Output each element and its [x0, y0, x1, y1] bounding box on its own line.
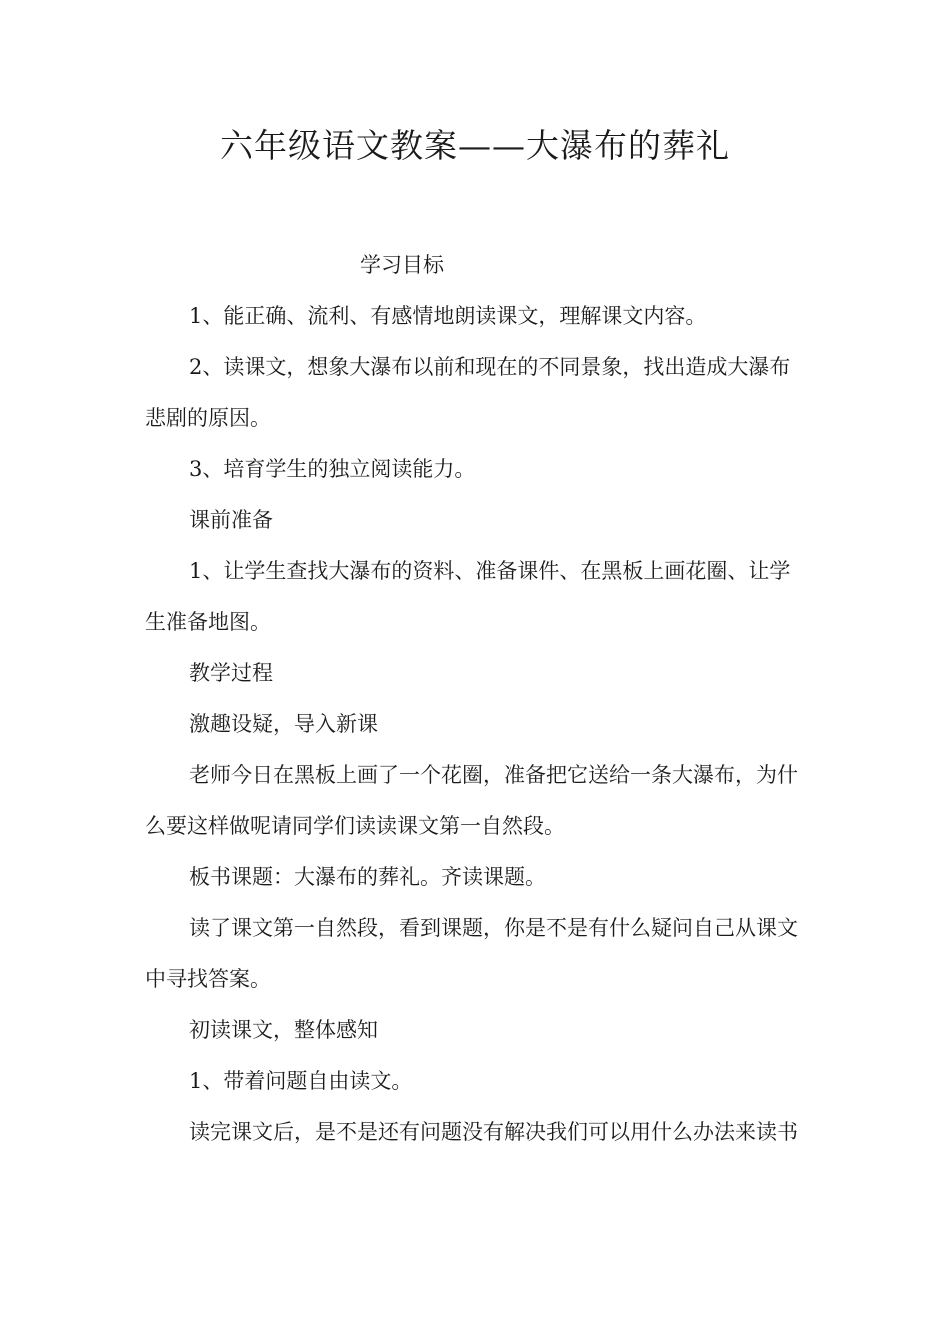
- section-heading-process: 教学过程: [189, 661, 273, 685]
- section-heading-goals: 学习目标: [360, 253, 444, 277]
- subsection-heading-first-reading: 初读课文，整体感知: [189, 1018, 378, 1042]
- paragraph: 1、带着问题自由读文。: [189, 1069, 413, 1093]
- paragraph: 读了课文第一自然段，看到课题，你是不是有什么疑问自己从课文中寻找答案。: [145, 916, 798, 991]
- paragraph: 2、读课文，想象大瀑布以前和现在的不同景象，找出造成大瀑布悲剧的原因。: [145, 355, 791, 430]
- section-heading-preparation: 课前准备: [189, 508, 273, 532]
- paragraph: 板书课题：大瀑布的葬礼。齐读课题。: [189, 865, 546, 889]
- paragraph: 1、能正确、流利、有感情地朗读课文，理解课文内容。: [189, 304, 707, 328]
- document-body: [145, 250, 805, 1168]
- paragraph: 3、培育学生的独立阅读能力。: [189, 457, 476, 481]
- paragraph: 1、让学生查找大瀑布的资料、准备课件、在黑板上画花圈、让学生准备地图。: [145, 559, 791, 634]
- paragraph: 老师今日在黑板上画了一个花圈，准备把它送给一条大瀑布，为什么要这样做呢请同学们读读课文第一自然段。: [145, 763, 798, 838]
- paragraph: 读完课文后，是不是还有问题没有解决我们可以用什么办法来读书: [189, 1120, 798, 1144]
- subsection-heading-intro: 激趣设疑，导入新课: [189, 712, 378, 736]
- document-title: 六年级语文教案——大瀑布的葬礼: [220, 126, 730, 165]
